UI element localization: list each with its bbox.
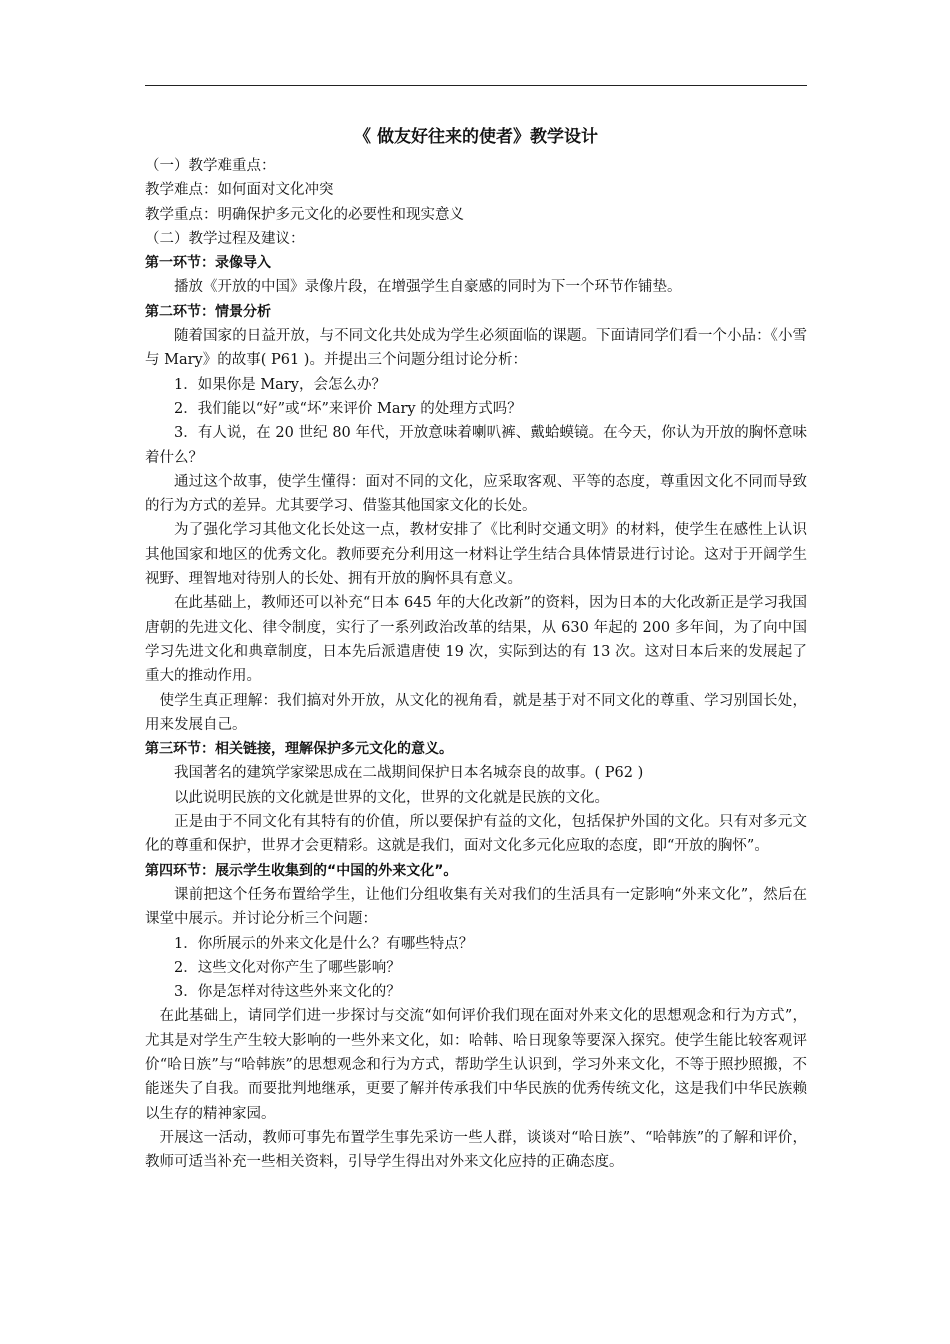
step4-paragraph-1: 课前把这个任务布置给学生，让他们分组收集有关对我们的生活具有一定影响“外来文化”，然后在课堂中展示。并讨论分析三个问题： [145, 886, 807, 928]
document-body [145, 122, 807, 1174]
header-rule [145, 85, 807, 86]
step2-question-3: 3．有人说，在 20 世纪 80 年代，开放意味着喇叭裤、戴蛤蟆镜。在今天，你认为开放的胸怀意味着什么？ [145, 425, 807, 466]
keypoint-line: 教学重点：明确保护多元文化的必要性和现实意义 [145, 206, 464, 223]
section-heading-2: （二）教学过程及建议： [145, 230, 305, 247]
difficulty-line: 教学难点：如何面对文化冲突 [145, 182, 334, 199]
step1-paragraph: 播放《开放的中国》录像片段，在增强学生自豪感的同时为下一个环节作铺垫。 [174, 279, 682, 296]
step4-question-1: 1．你所展示的外来文化是什么？有哪些特点？ [174, 935, 474, 952]
step3-paragraph-1: 我国著名的建筑学家梁思成在二战期间保护日本名城奈良的故事。( P62 ) [174, 765, 644, 782]
step2-paragraph-5: 使学生真正理解：我们搞对外开放，从文化的视角看，就是基于对不同文化的尊重、学习别国长处，用来发展自己。 [145, 692, 807, 733]
step2-question-2: 2．我们能以“好”或“坏”来评价 Mary 的处理方式吗？ [174, 400, 522, 417]
step2-paragraph-3: 为了强化学习其他文化长处这一点，教材安排了《比利时交通文明》的材料，使学生在感性上认识其他国家和地区的优秀文化。教师要充分利用这一材料让学生结合具体情景进行讨论。这对于开阔学生视野、理智地对待别人的长处、拥有开放的胸怀具有意义。 [145, 522, 807, 588]
step4-heading: 第四环节：展示学生收集到的“中国的外来文化”。 [145, 862, 458, 879]
step3-paragraph-2: 以此说明民族的文化就是世界的文化，世界的文化就是民族的文化。 [174, 789, 609, 806]
section-heading-1: （一）教学难重点： [145, 158, 276, 174]
step2-paragraph-1: 随着国家的日益开放，与不同文化共处成为学生必须面临的课题。下面请同学们看一个小品：《小雪与 Mary》的故事( P61 )。并提出三个问题分组讨论分析： [145, 328, 807, 369]
step4-question-2: 2．这些文化对你产生了哪些影响？ [174, 959, 401, 976]
step3-heading: 第三环节：相关链接，理解保护多元文化的意义。 [145, 741, 453, 758]
step1-heading: 第一环节：录像导入 [145, 255, 271, 272]
page-title: 《 做友好往来的使者》教学设计 [354, 127, 598, 147]
step2-heading: 第二环节：情景分析 [145, 303, 271, 320]
step4-paragraph-3: 开展这一活动，教师可事先布置学生事先采访一些人群，谈谈对“哈日族”、“哈韩族”的了解和评价，教师可适当补充一些相关资料，引导学生得出对外来文化应持的正确态度。 [145, 1129, 807, 1171]
step2-paragraph-2: 通过这个故事，使学生懂得：面对不同的文化，应采取客观、平等的态度，尊重因文化不同而导致的行为方式的差异。尤其要学习、借鉴其他国家文化的长处。 [145, 473, 807, 515]
step2-paragraph-4: 在此基础上，教师还可以补充“日本 645 年的大化改新”的资料，因为日本的大化改新正是学习我国唐朝的先进文化、律令制度，实行了一系列政治改革的结果，从 630 年起的 200 多年间，为了向中国学习先进文化和典章制度，日本先后派遣唐使 19 次，实际到达的有 13 次。这对日本后来的发展起了重大的推动作用。 [145, 595, 807, 685]
step2-question-1: 1．如果你是 Mary，会怎么办？ [174, 376, 386, 393]
step4-paragraph-2: 在此基础上，请同学们进一步探讨与交流“如何评价我们现在面对外来文化的思想观念和行为方式”，尤其是对学生产生较大影响的一些外来文化，如：哈韩、哈日现象等要深入探究。使学生能比较客观评价“哈日族”与“哈韩族”的思想观念和行为方式，帮助学生认识到，学习外来文化，不等于照抄照搬，不能迷失了自我。而要批判地继承，更要了解并传承我们中华民族的优秀传统文化，这是我们中华民族赖以生存的精神家园。 [145, 1008, 807, 1122]
step4-question-3: 3．你是怎样对待这些外来文化的？ [174, 984, 401, 1001]
step3-paragraph-3: 正是由于不同文化有其特有的价值，所以要保护有益的文化，包括保护外国的文化。只有对多元文化的尊重和保护，世界才会更精彩。这就是我们，面对文化多元化应取的态度，即“开放的胸怀”。 [145, 814, 807, 855]
